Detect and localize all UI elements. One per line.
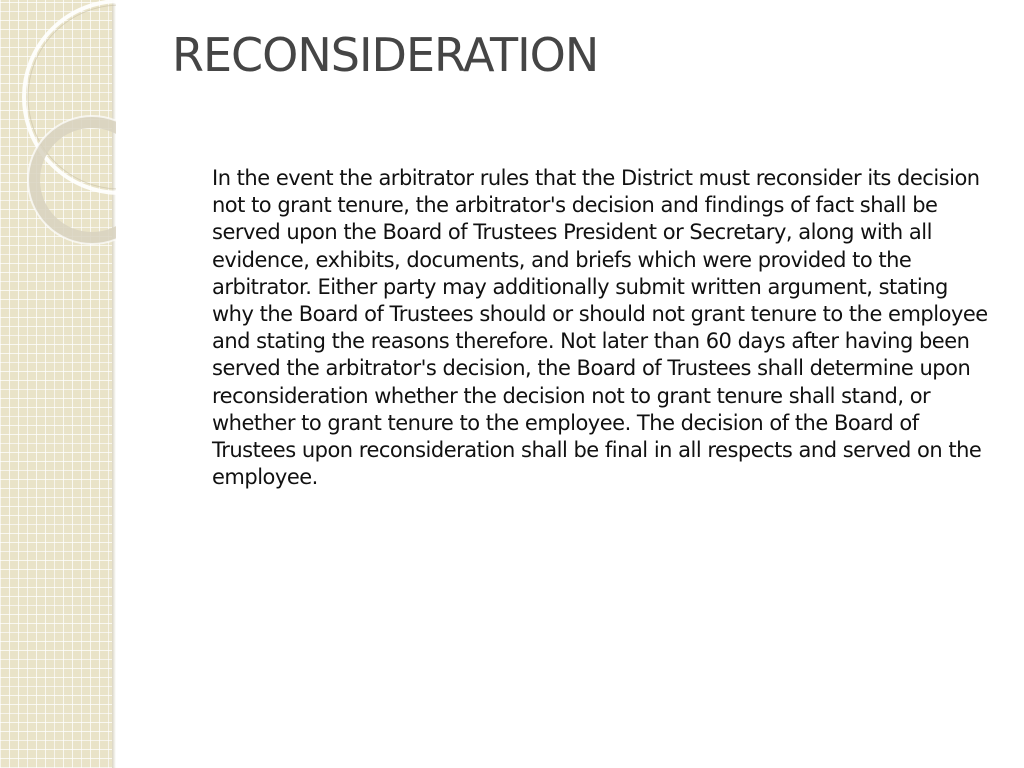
body-paragraph: In the event the arbitrator rules that the District must reconsider its decision not to grant tenure, the arbitrator's decision and findings of fact shall be served upon the Board of Trustees President or Secretary, along with all evidence, exhibits, documents, and briefs which were provided to the arbitrator. Either party may additionally submit written argument, stating why the Board of Trustees should or should not grant tenure to the employee and stating the reasons therefore. Not later than 60 days after having been served the arbitrator's decision, the Board of Trustees shall determine upon reconsideration whether the decision not to grant tenure shall stand, or whether to grant tenure to the employee. The decision of the Board of Trustees upon reconsideration shall be final in all respects and served on the employee. — [212, 166, 988, 490]
decorative-circles — [0, 0, 116, 300]
slide-title: RECONSIDERATION — [172, 28, 599, 82]
